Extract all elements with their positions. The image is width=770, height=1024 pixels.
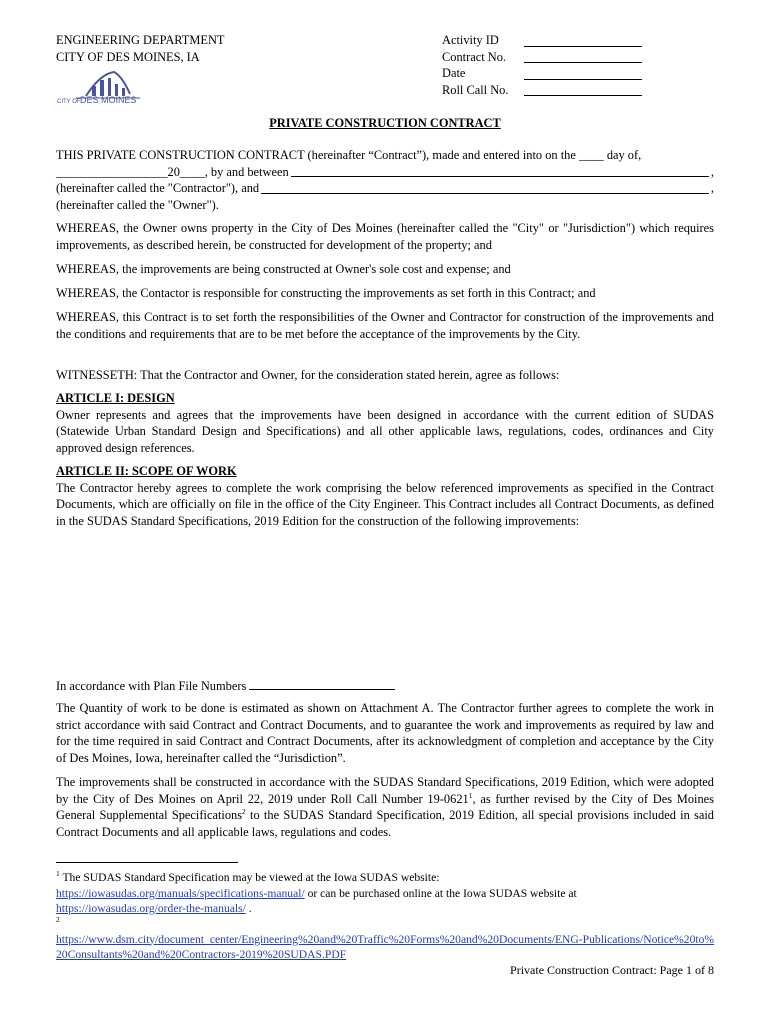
article-2 (56, 463, 714, 530)
footnote-1-text: The SUDAS Standard Specification may be viewed at the Iowa SUDAS website: (59, 871, 440, 884)
sudas-text-c: to the SUDAS Standard Specification, 2019 Edition, all special provisions included in said Contract Documents and all applicable laws, regulations and codes. (56, 808, 714, 840)
logo-big-text: DES MOINES (80, 95, 137, 105)
contract-no-row (442, 49, 642, 66)
date-row (442, 65, 642, 82)
city-name: CITY OF DES MOINES, IA (56, 49, 200, 64)
date-field[interactable] (524, 67, 642, 80)
whereas-cost: WHEREAS, the improvements are being constructed at Owner's sole cost and expense; and (56, 262, 511, 276)
footnote-2-mark: 2 (56, 915, 60, 925)
roll-call-field[interactable] (524, 83, 642, 96)
footnote-2 (56, 916, 716, 963)
activity-id-field[interactable] (524, 34, 642, 47)
contract-no-label: Contract No. (442, 49, 507, 64)
intro-line-1 (56, 147, 714, 164)
contract-no-field[interactable] (524, 50, 642, 63)
department-block (56, 32, 224, 65)
witnesseth: WITNESSETH: That the Contractor and Owner, for the consideration stated herein, agree as follows: (56, 368, 560, 382)
party-one-field[interactable] (291, 164, 709, 177)
roll-call-label: Roll Call No. (442, 82, 509, 97)
sudas-text-b: , as further revised by the City of Des Moines General Supplemental Specifications (56, 791, 714, 823)
intro-line-2: __________________20____, by and between , (56, 164, 714, 179)
footnote-divider (56, 862, 238, 863)
page-footer: Private Construction Contract: Page 1 of 8 (510, 963, 714, 977)
city-logo (56, 70, 148, 106)
footnote-1-end: . (245, 902, 252, 915)
whereas-contractor: WHEREAS, the Contactor is responsible for constructing the improvements as set forth in this Contract; and (56, 286, 596, 300)
article-2-text: The Contractor hereby agrees to complete the work comprising the below referenced improvements as specified in the Contract Documents, which are officially on file in the office of the City Engineer. This Contract includes all Contract Documents, as defined in the SUDAS Standard Specifications, 2019 Edition for the construction of the following improvements: (56, 480, 714, 529)
whereas-responsibilities: WHEREAS, this Contract is to set forth the responsibilities of the Owner and Contractor for construction of the improvements and the conditions and requirements that are to be met before the acceptance of the improvements by the City. (56, 310, 714, 341)
department-name: ENGINEERING DEPARTMENT (56, 33, 225, 47)
article-1 (56, 390, 714, 457)
dsm-notice-link[interactable]: https://www.dsm.city/document_center/Engineering%20and%20Traffic%20Forms%20and%20Documents/ENG-Publications/Notice%20to%20Consultants%20and%20Contractors-2019%20SUDAS.PDF (56, 932, 715, 961)
plan-file-line (56, 677, 714, 695)
date-label: Date (442, 66, 466, 80)
article-1-heading: ARTICLE I: DESIGN (56, 391, 175, 405)
sudas-paragraph (56, 774, 714, 841)
plan-file-label: In accordance with Plan File Numbers (56, 679, 247, 693)
article-2-heading: ARTICLE II: SCOPE OF WORK (56, 464, 237, 478)
activity-id-label: Activity ID (442, 33, 499, 47)
sudas-text-a: The improvements shall be constructed in accordance with the SUDAS Standard Specifications, 2019 Edition, which were adopted by the City of Des Moines on April 22, 2019 under Roll Call Number 19-0621 (56, 775, 714, 806)
sudas-order-link[interactable]: https://iowasudas.org/order-the-manuals/ (56, 902, 246, 915)
activity-id-row (442, 32, 642, 49)
intro-line-1-text: THIS PRIVATE CONSTRUCTION CONTRACT (hereinafter “Contract”), made and entered into on the ____ day of, (56, 148, 642, 162)
sudas-spec-manual-link[interactable]: https://iowasudas.org/manuals/specifications-manual/ (56, 886, 305, 900)
article-1-text: Owner represents and agrees that the improvements have been designed in accordance with the current edition of SUDAS (Statewide Urban Standard Design and Specifications) and all other applicable laws, regulations, codes, ordinances and City approved design references. (56, 407, 714, 456)
skyline-logo-icon (56, 70, 148, 106)
footnote-ref-2[interactable]: 2 (242, 807, 246, 817)
footnote-1 (56, 870, 716, 917)
intro-line-3: (hereinafter called the "Contractor"), and , (56, 181, 714, 196)
roll-call-row (442, 82, 642, 99)
whereas-owner: WHEREAS, the Owner owns property in the City of Des Moines (hereinafter called the "City" or "Jurisdiction") which requires improvements, as described herein, be constructed for development of the property; and (56, 221, 714, 252)
intro-line-4: (hereinafter called the "Owner"). (56, 198, 219, 213)
contract-meta-fields (442, 32, 642, 98)
quantity-paragraph: The Quantity of work to be done is estimated as shown on Attachment A. The Contractor further agrees to complete the work in strict accordance with said Contract and Contract Documents, and to guarantee the work and improvements as required by law and for the time required in said Contract and Contract Documents, after its acknowledgment of completion and acceptance by the City of Des Moines, Iowa, hereinafter called the “Jurisdiction”. (56, 701, 714, 766)
plan-file-field[interactable] (249, 677, 395, 690)
logo-small-text: CITY OF (57, 99, 81, 105)
footnote-ref-1[interactable]: 1 (468, 790, 473, 800)
intro-block (56, 147, 714, 214)
footnote-1-mark: 1 (56, 869, 60, 879)
intro-line-2-text: __________________20____, by and between (56, 164, 289, 179)
document-title: PRIVATE CONSTRUCTION CONTRACT (269, 116, 501, 130)
party-two-field[interactable] (261, 181, 709, 194)
intro-line-3-text: (hereinafter called the "Contractor"), and (56, 181, 260, 196)
footnote-1-mid: or can be purchased online at the Iowa SUDAS website at (304, 886, 577, 900)
